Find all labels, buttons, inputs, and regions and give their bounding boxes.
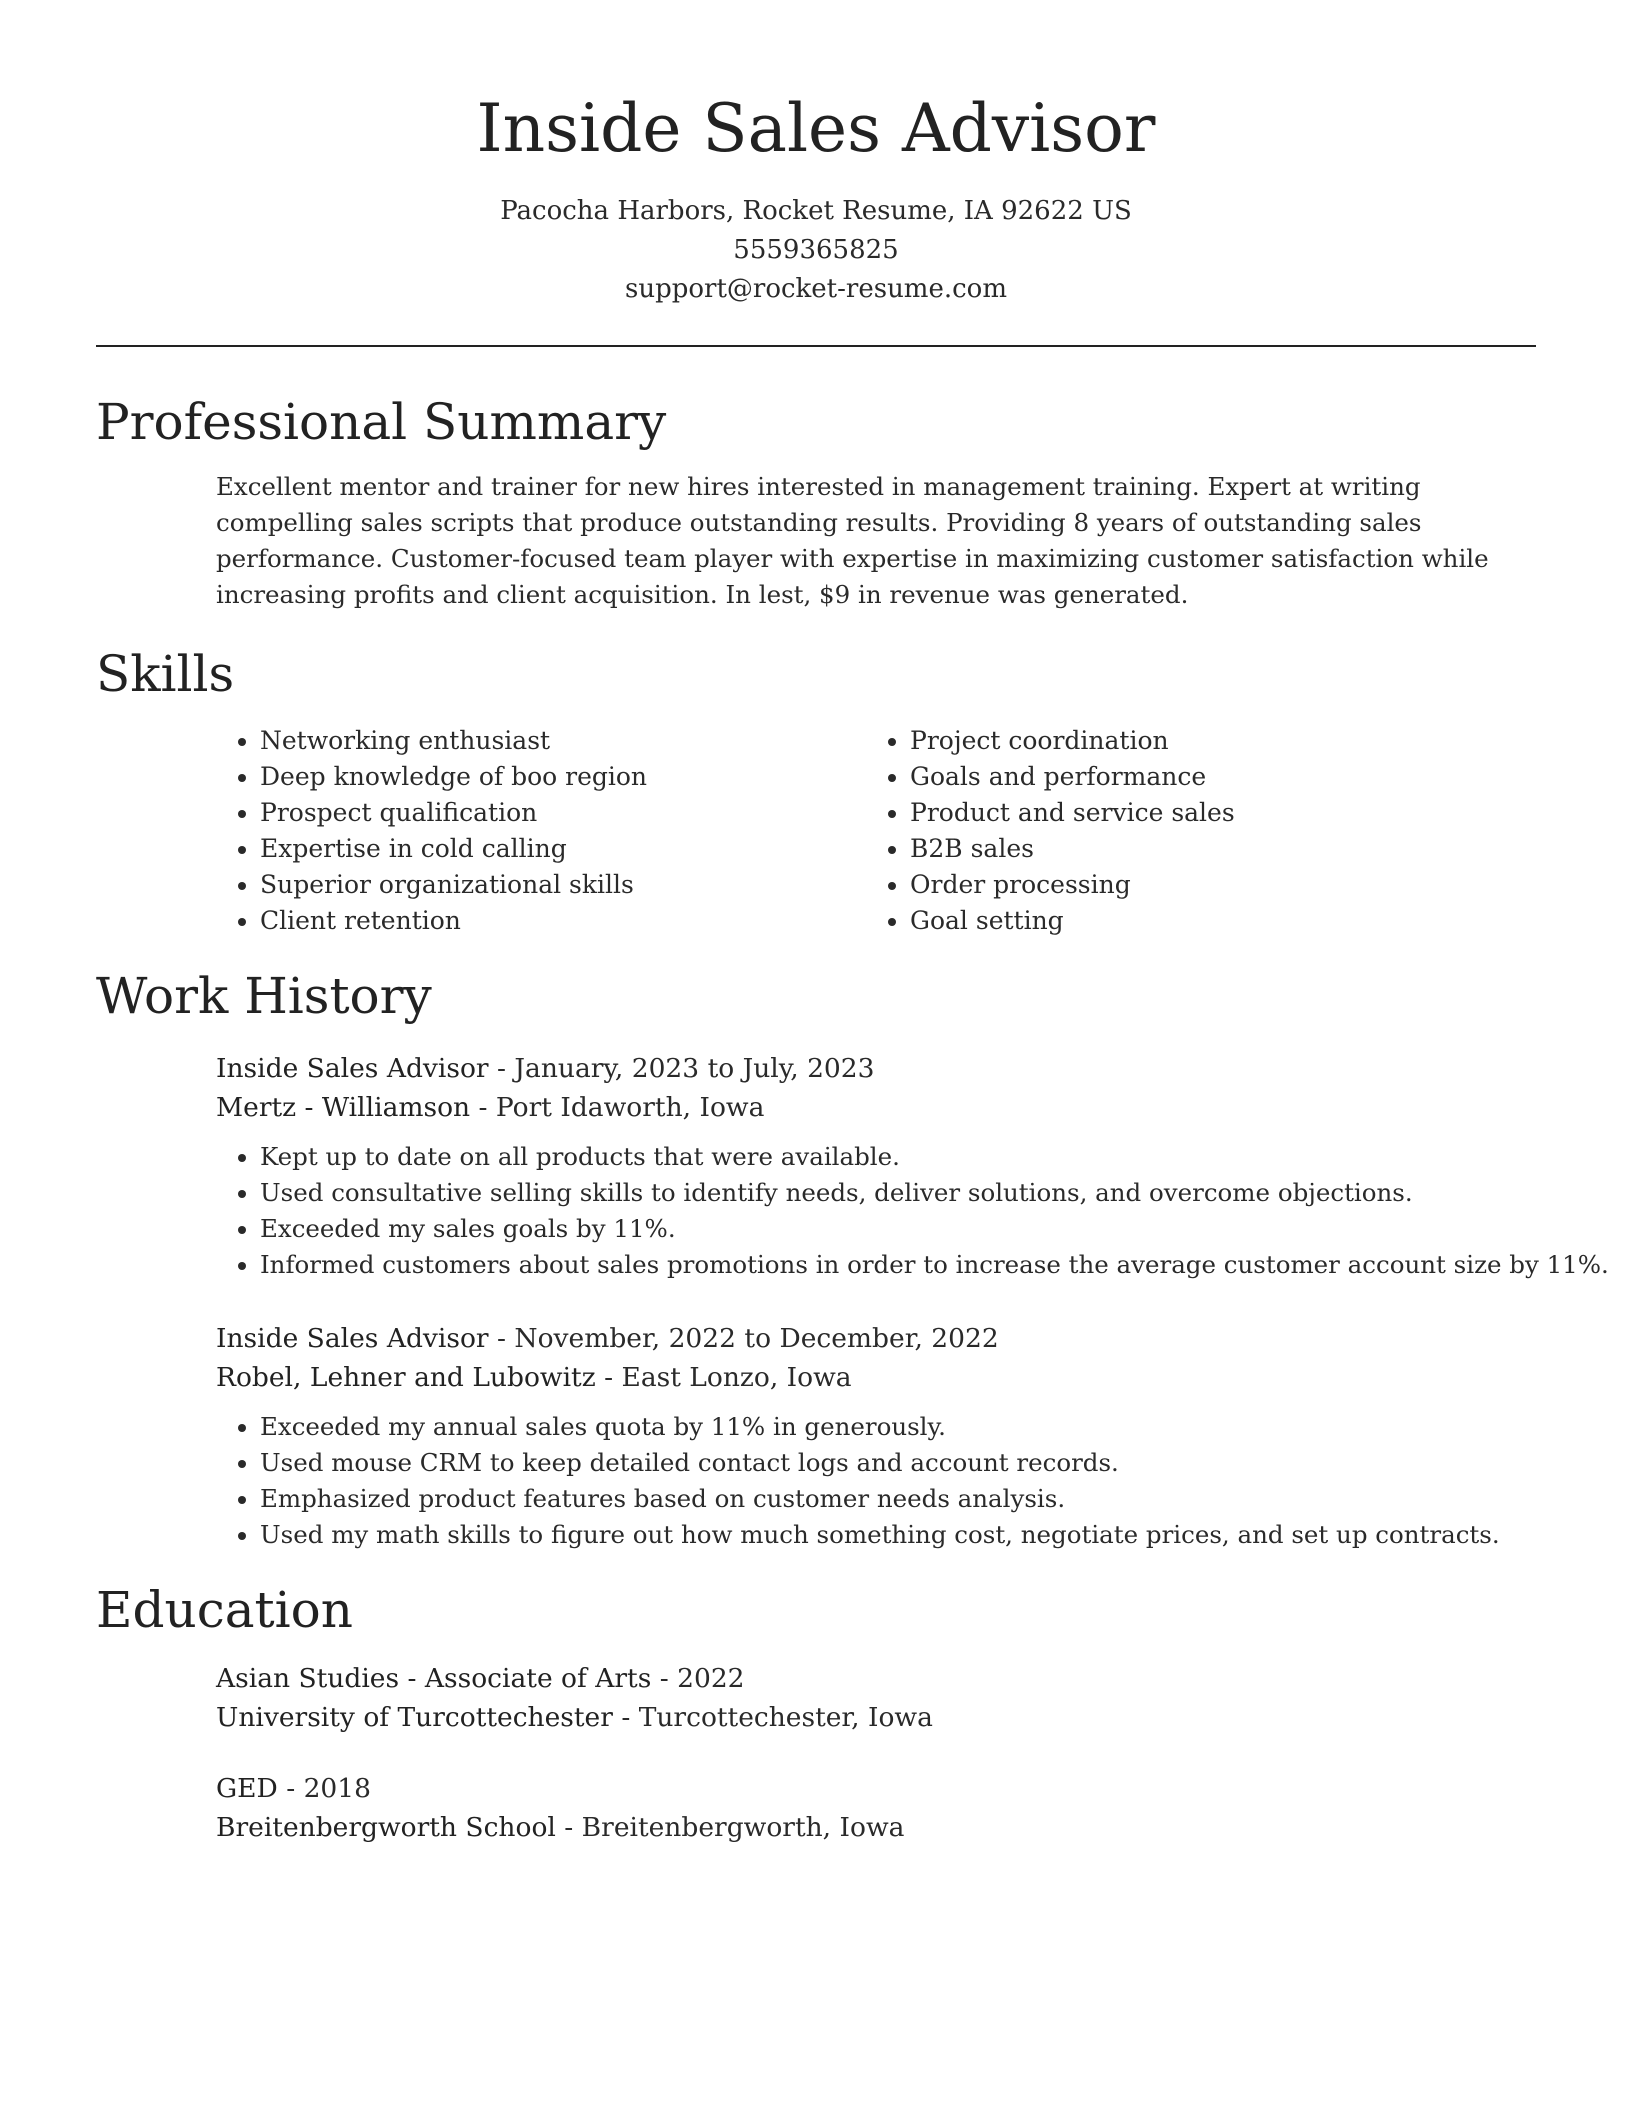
skill-item: • Expertise in cold calling [260,831,866,867]
graduation-year: - 2022 [651,1663,745,1694]
skills-column-left [216,723,866,939]
section-title-work: Work History [96,967,432,1025]
skill-item: • Goals and performance [910,759,1516,795]
section-title-education: Education [96,1581,353,1639]
job-bullet: • Exceeded my annual sales quota by 11% in generously. [260,1409,1536,1445]
job-bullet: • Used my math skills to figure out how much something cost, negotiate prices, and set up contracts. [260,1517,1536,1553]
education-entry [216,1769,1536,1847]
job-role: Inside Sales Advisor [216,1053,489,1084]
email-address: support@rocket-resume.com [624,274,1007,304]
skill-item: • Order processing [910,867,1516,903]
degree: GED [216,1773,278,1804]
skill-item: • Product and service sales [910,795,1516,831]
skill-item: • Superior organizational skills [260,867,866,903]
job-entry [216,1049,1609,1283]
job-bullet: • Emphasized product features based on customer needs analysis. [260,1481,1536,1517]
skill-item: • B2B sales [910,831,1516,867]
school-location: - Turcottechester, Iowa [612,1702,933,1733]
address: Pacocha Harbors, Rocket Resume, IA 92622 US [500,196,1132,226]
graduation-year: - 2018 [277,1773,372,1804]
skill-item: • Deep knowledge of boo region [260,759,866,795]
work-history-section [96,961,1609,1553]
job-bullets [216,1409,1536,1553]
skill-item: • Client retention [260,903,866,939]
degree-line [216,1769,1536,1808]
job-dates: - November, 2022 to December, 2022 [488,1323,999,1354]
job-bullet: • Used consultative selling skills to identify needs, deliver solutions, and overcome objections. [260,1175,1536,1211]
skill-item: • Project coordination [910,723,1516,759]
phone-number: 5559365825 [733,235,899,265]
skill-item: • Networking enthusiast [260,723,866,759]
job-dates: - January, 2023 to July, 2023 [488,1053,875,1084]
job-entry [216,1319,1536,1553]
job-bullet: • Exceeded my sales goals by 11%. [260,1211,1536,1247]
section-title-skills: Skills [96,645,235,703]
education-entry [216,1659,1536,1737]
job-bullet: • Used mouse CRM to keep detailed contact logs and account records. [260,1445,1536,1481]
summary-body [96,469,1536,613]
job-company: Mertz - Williamson [216,1092,471,1123]
job-company-line [216,1358,1536,1397]
job-title-line [216,1319,1536,1358]
skill-item: • Goal setting [910,903,1516,939]
contact-block [96,192,1536,309]
skills-body [96,723,1536,939]
work-body [96,1049,1609,1553]
degree-line [216,1659,1536,1698]
resume-header [96,0,1536,309]
job-company-line [216,1088,1536,1127]
candidate-name: Inside Sales Advisor [476,90,1156,167]
job-bullet: • Kept up to date on all products that were available. [260,1139,1536,1175]
school-line [216,1808,1536,1847]
skills-grid [216,723,1536,939]
job-bullets [216,1139,1609,1283]
skills-section [96,639,1536,939]
header-divider [96,345,1536,347]
summary-text: Excellent mentor and trainer for new hires interested in management training. Expert at writing compelling sales scripts that produce outstanding results. Providing 8 years of outstanding sales performance. Customer-focused team player with expertise in maximizing customer satisfaction while increasing profits and client acquisition. In lest, $9 in revenue was generated. [216,472,1489,609]
job-title-line [216,1049,1536,1088]
school-name: University of Turcottechester [216,1702,613,1733]
job-role: Inside Sales Advisor [216,1323,489,1354]
education-section [96,1575,1536,1847]
job-location: - Port Idaworth, Iowa [470,1092,765,1123]
school-location: - Breitenbergworth, Iowa [555,1812,905,1843]
education-body [96,1659,1536,1847]
school-line [216,1698,1536,1737]
job-company: Robel, Lehner and Lubowitz [216,1362,596,1393]
job-bullet: • Informed customers about sales promotions in order to increase the average customer account size by 11%. [260,1247,1536,1283]
degree: Asian Studies - Associate of Arts [216,1663,652,1694]
section-title-summary: Professional Summary [96,393,667,451]
skill-item: • Prospect qualification [260,795,866,831]
job-location: - East Lonzo, Iowa [595,1362,852,1393]
professional-summary-section [96,387,1536,613]
skills-column-right [866,723,1516,939]
school-name: Breitenbergworth School [216,1812,556,1843]
